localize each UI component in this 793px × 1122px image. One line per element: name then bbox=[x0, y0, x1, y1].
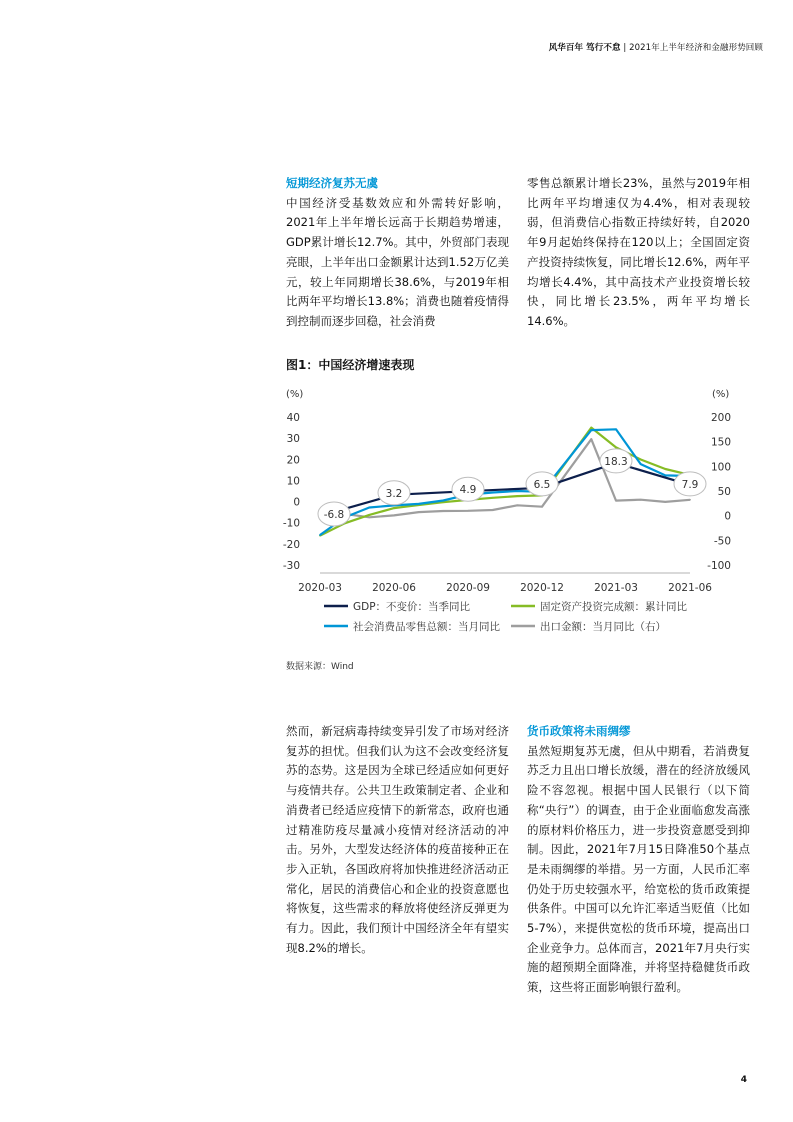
legend-label: 固定资产投资完成额：累计同比 bbox=[540, 601, 687, 613]
gdp-data-label: -6.8 bbox=[323, 508, 345, 521]
series-point-3 bbox=[615, 500, 617, 502]
header-title: 风华百年 笃行不怠 bbox=[548, 43, 621, 53]
section1-paragraph-a: 中国经济受基数效应和外需转好影响，2021年上半年增长远高于长期趋势增速，GDP累计增长12.7%。其中，外贸部门表现亮眼，上半年出口金额累计达到1.52万亿美元，较上年同期增长38.6%，与2019年相比两年平均增长13.8%；消费也随着疫情得到控制而逐步回稳，社会消费 bbox=[286, 195, 509, 328]
series-point-3 bbox=[590, 438, 592, 440]
series-point-2 bbox=[615, 428, 617, 430]
series-point-1 bbox=[516, 495, 518, 497]
gdp-data-label: 18.3 bbox=[604, 455, 628, 468]
series-point-2 bbox=[640, 463, 642, 465]
figure-source: 数据来源：Wind bbox=[286, 662, 354, 672]
right-axis-unit: (%) bbox=[712, 389, 730, 400]
left-tick-label: -10 bbox=[282, 517, 300, 530]
right-tick-label: -100 bbox=[707, 560, 731, 572]
series-point-2 bbox=[664, 474, 666, 476]
section3-paragraph: 虽然短期复苏无虞，但从中期看，若消费复苏乏力且出口增长放缓，潜在的经济放缓风险不容忽视。根据中国人民银行（以下简称“央行”）的调查，由于企业面临愈发高涨的原材料价格压力，进一步投资意愿受到抑制。因此，2021年7月15日降准50个基点是未雨绸缪的举措。另一方面，人民币汇率仍处于历史较强水平，给宽松的货币政策提供条件。中国可以允许汇率适当贬值（比如5-7%），来提供宽松的货币环境，提高出口企业竞争力。总体而言，2021年7月央行实施的超预期全面降准，并将坚持稳健货币政策，这些将正面影响银行盈利。 bbox=[527, 743, 750, 995]
series-point-1 bbox=[590, 427, 592, 429]
section2-paragraph: 然而，新冠病毒持续变异引发了市场对经济复苏的担忧。但我们认为这不会改变经济复苏的态势。这是因为全球已经适应如何更好与疫情共存。公共卫生政策制定者、企业和消费者已经适应疫情下的新常态，政府也通过精准防疫尽量减小疫情对经济活动的冲击。另外，大型发达经济体的疫苗接种正在步入正轨，各国政府将加快推进经济活动正常化，居民的消费信心和企业的投资意愿也将恢复，这些需求的释放将使经济反弹更为有力。因此，我们预计中国经济全年有望实现8.2%的增长。 bbox=[286, 724, 509, 955]
legend-label: 出口金额：当月同比（右） bbox=[540, 621, 666, 633]
section2-column bbox=[286, 722, 509, 958]
series-point-3 bbox=[368, 516, 370, 518]
left-tick-label: 20 bbox=[286, 454, 300, 467]
figure-title: 图1：中国经济增速表现 bbox=[286, 358, 415, 372]
series-point-3 bbox=[516, 504, 518, 506]
gdp-data-label: 3.2 bbox=[385, 487, 403, 500]
series-point-3 bbox=[640, 499, 642, 501]
series-point-3 bbox=[393, 515, 395, 517]
section3-column bbox=[527, 722, 750, 998]
header-subtitle: 2021年上半年经济和金融形势回顾 bbox=[629, 43, 763, 53]
series-point-1 bbox=[368, 514, 370, 516]
series-point-1 bbox=[615, 447, 617, 449]
x-tick-label: 2020-09 bbox=[446, 582, 490, 594]
section1-paragraph-b: 零售总额累计增长23%，虽然与2019年相比两年平均增速仅为4.4%，相对表现较弱，但消费信心指数正持续好转，自2020年9月起始终保持在120以上；全国固定资产投资持续恢复，同比增长12.6%，两年平均增长4.4%，其中高技术产业投资增长较快，同比增长23.5%，两年平均增长14.6%。 bbox=[527, 176, 750, 328]
series-point-2 bbox=[442, 500, 444, 502]
legend-label: 社会消费品零售总额：当月同比 bbox=[353, 621, 500, 633]
series-point-3 bbox=[689, 499, 691, 501]
left-tick-label: 10 bbox=[286, 475, 300, 488]
left-axis-unit: (%) bbox=[286, 389, 304, 400]
section1-column-left bbox=[286, 174, 509, 332]
series-point-3 bbox=[492, 509, 494, 511]
running-header bbox=[549, 41, 763, 53]
header-separator: | bbox=[623, 43, 627, 53]
series-point-2 bbox=[516, 490, 518, 492]
series-point-1 bbox=[492, 497, 494, 499]
x-tick-label: 2020-12 bbox=[520, 582, 564, 594]
right-tick-label: 100 bbox=[710, 461, 731, 474]
series-point-1 bbox=[640, 459, 642, 461]
series-point-1 bbox=[664, 468, 666, 470]
left-tick-label: -30 bbox=[282, 560, 300, 572]
series-line-2 bbox=[320, 429, 690, 535]
legend-label: GDP：不变价：当季同比 bbox=[353, 601, 471, 613]
gdp-data-label: 4.9 bbox=[459, 484, 477, 497]
series-point-2 bbox=[368, 507, 370, 509]
left-tick-label: 40 bbox=[286, 412, 300, 424]
section3-heading: 货币政策将未雨绸缪 bbox=[527, 724, 631, 738]
x-tick-label: 2020-06 bbox=[372, 582, 416, 594]
series-point-2 bbox=[590, 429, 592, 431]
economy-growth-chart bbox=[0, 380, 793, 650]
series-point-1 bbox=[393, 507, 395, 509]
section1-heading: 短期经济复苏无虞 bbox=[286, 176, 378, 190]
right-tick-label: 200 bbox=[710, 412, 731, 424]
series-point-2 bbox=[319, 534, 321, 536]
left-tick-label: -20 bbox=[282, 538, 300, 551]
left-tick-label: 0 bbox=[293, 496, 300, 509]
x-tick-label: 2020-03 bbox=[298, 582, 342, 594]
series-line-1 bbox=[320, 428, 690, 536]
x-tick-label: 2021-06 bbox=[668, 582, 712, 594]
page-number: 4 bbox=[740, 1075, 747, 1085]
series-point-3 bbox=[418, 511, 420, 513]
series-point-3 bbox=[541, 506, 543, 508]
right-tick-label: -50 bbox=[713, 535, 731, 548]
left-tick-label: 30 bbox=[286, 433, 300, 446]
x-tick-label: 2021-03 bbox=[594, 582, 638, 594]
series-point-2 bbox=[418, 503, 420, 505]
series-point-3 bbox=[664, 501, 666, 503]
series-point-3 bbox=[442, 510, 444, 512]
gdp-data-label: 7.9 bbox=[681, 478, 699, 491]
gdp-data-label: 6.5 bbox=[533, 478, 551, 491]
series-point-2 bbox=[492, 492, 494, 494]
right-tick-label: 0 bbox=[724, 510, 731, 523]
series-point-3 bbox=[467, 510, 469, 512]
right-tick-label: 50 bbox=[717, 486, 731, 498]
right-tick-label: 150 bbox=[710, 436, 731, 449]
section1-column-right bbox=[527, 174, 750, 332]
